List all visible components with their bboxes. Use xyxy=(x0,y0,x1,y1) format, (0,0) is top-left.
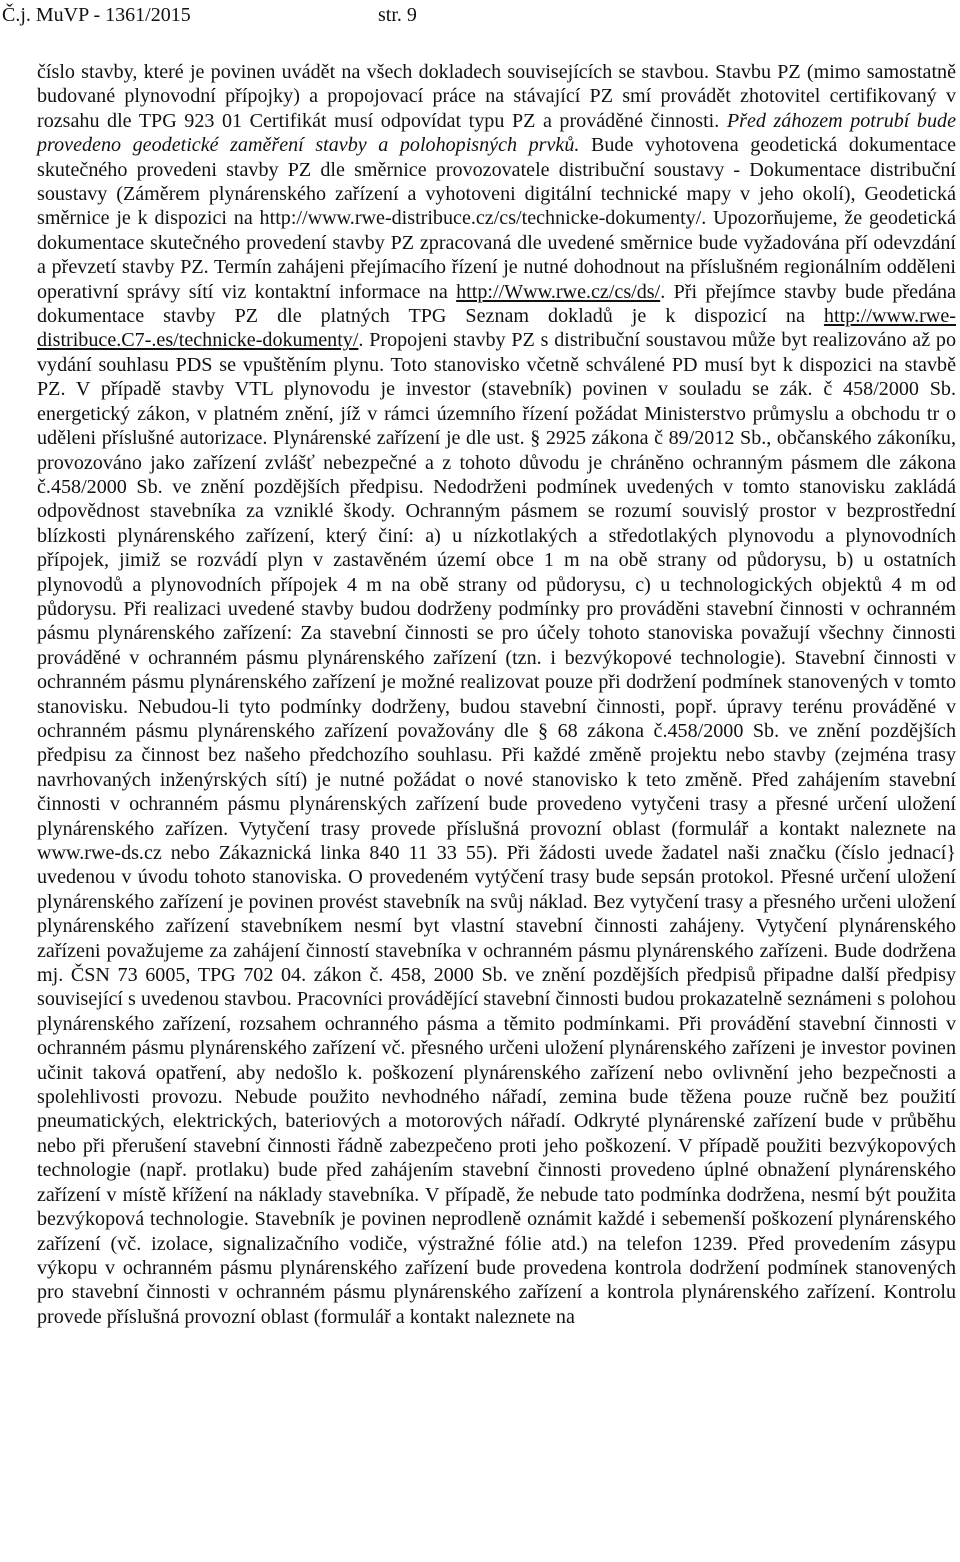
document-body xyxy=(37,60,956,1329)
ds-contact-link[interactable]: http://Www.rwe.cz/cs/ds/ xyxy=(456,280,661,303)
paragraph-text-3: . Při přejímce stavby bude předána dokumentace stavby PZ dle platných TPG Seznam dokladů je k dispozicí na xyxy=(37,280,956,328)
document-reference: Č.j. MuVP - 1361/2015 xyxy=(2,4,191,26)
paragraph-text-4: . Propojeni stavby PZ s distribuční soustavou může byt realizováno až po vydání souhlasu PDS se vpuštěním plynu. Toto stanovisko včetně schválené PD musí byt k dispozici na stavbě PZ. V případě stavby VTL plynovodu je investor (stavebník) povinen v souladu se zák. č 458/2000 Sb. energetický zákon, v platném znění, jíž v rámci územního řízení požádat Ministerstvo průmyslu a obchodu tr o uděleni příslušné autorizace. Plynárenské zařízení je dle ust. § 2925 zákona č 89/2012 Sb., občanského zákoníku, provozováno jako zařízení zvlášť nebezpečné a z tohoto důvodu je chráněno ochranným pásmem dle zákona č.458/2000 Sb. ve znění pozdějších předpisu. Nedodrženi podmínek uvedených v tomto stanovisku zakládá odpovědnost stavebníka za vzniklé škody. Ochranným pásmem se rozumí souvislý prostor v bezprostřední blízkosti plynárenského zařízení, který činí: a) u nízkotlakých a středotlakých plynovodu a plynovodních přípojek, jimiž se rozvádí plyn v zastavěném území obce 1 m na obě strany od půdorysu, b) u ostatních plynovodů a plynovodních přípojek 4 m na obě strany od půdorysu, c) u technologických objektů 4 m od půdorysu. Při realizaci uvedené stavby budou dodrženy podmínky pro prováděni stavební činnosti v ochranném pásmu plynárenského zařízení: Za stavební činnosti se pro účely tohoto stanoviska považují všechny činnosti prováděné v ochranném pásmu plynárenského zařízení (tzn. i bezvýkopové technologie). Stavební činnosti v ochranném pásmu plynárenského zařízení je možné realizovat pouze při dodržení podmínek stanovených v tomto stanovisku. Nebudou-li tyto podmínky dodrženy, budou stavební činnosti, popř. úpravy terénu prováděné v ochranném pásmu plynárenského zařízení považovány dle § 68 zákona č.458/2000 Sb. ve znění pozdějších předpisu za činnost bez našeho předchozího souhlasu. Při každé změně projektu nebo stavby (zejména trasy navrhovaných inženýrských sítí) je nutné požádat o nové stanovisko k teto změně. Před zahájením stavební činnosti v ochranném pásmu plynárenských zařízení bude provedeno vytyčeni trasy a přesné určení uložení plynárenského zařízen. Vytyčení trasy provede příslušná provozní oblast (formulář a kontakt naleznete na www.rwe-ds.cz nebo Zákaznická linka 840 11 33 55). Při žádosti uvede žadatel naši značku (číslo jednací} uvedenou v úvodu tohoto stanoviska. O provedeném vytýčení trasy bude sepsán protokol. Přesné určení uložení plynárenského zařízení je povinen provést stavebník na svůj náklad. Bez vytyčení trasy a přesného určeni uložení plynárenského zařízení stavebníkem nesmí byt vlastní stavební činnosti zahájeny. Vytyčení plynárenského zařízeni považujeme za zahájení činností stavebníka v ochranném pásmu plynárenského zařízeni. Bude dodržena mj. ČSN 73 6005, TPG 702 04. zákon č. 458, 2000 Sb. ve znění pozdějších předpisů připadne další předpisy související s uvedenou stavbou. Pracovníci provádějící stavební činnosti budou prokazatelně seznámeni s polohou plynárenského zařízení, rozsahem ochranného pásma a těmito podmínkami. Při provádění stavební činnosti v ochranném pásmu plynárenského zařízení vč. přesného určeni uložení plynárenského zařízeni je investor povinen učinit taková opatření, aby nedošlo k. poškození plynárenského zařízení nebo ovlivnění jeho bezpečnosti a spolehlivosti provozu. Nebude použito nevhodného nářadí, zemina bude těžena pouze ručně bez použití pneumatických, elektrických, bateriových a motorových nářadí. Odkryté plynárenské zařízení bude v průběhu nebo při přerušení stavební činnosti řádně zabezpečeno proti jeho poškození. V případě použiti bezvýkopových technologie (např. protlaku) bude před zahájením stavební činnosti provedeno úplné obnažení plynárenského zařízení v místě křížení na náklady stavebníka. V případě, že nebude tato podmínka dodržena, nesmí být použita bezvýkopová technologie. Stavebník je povinen neprodleně oznámit každé i sebemenší poškození plynárenského zařízení (vč. izolace, signalizačního vodiče, výstražné fólie atd.) na telefon 1239. Před provedením zásypu výkopu v ochranném pásmu plynárenského zařízení bude provedena kontrola dodržení podmínek stanovených pro stavební činnosti v ochranném pásmu plynárenského zařízení a kontrola plynárenského zařízení. Kontrolu provede příslušná provozní oblast (formulář a kontakt naleznete na xyxy=(37,329,956,1328)
page-number: str. 9 xyxy=(378,4,417,26)
paragraph-italic-note: Před záhozem potrubí bude provedeno geodetické zaměření stavby a polohopisných prvků. xyxy=(37,109,956,157)
body-paragraph xyxy=(37,60,956,1329)
paragraph-text-2: Bude vyhotovena geodetická dokumentace skutečného provedeni stavby PZ dle směrnice provozovatele distribuční soustavy - Dokumentace distribuční soustavy (Záměrem plynárenského zařízení a vyhotoveni digitální technické mapy v jeho okolí), Geodetická směrnice je k dispozici na http://www.rwe-distribuce.cz/cs/technicke-dokumenty/. Upozorňujeme, že geodetická dokumentace skutečného provedení stavby PZ zpracovaná dle uvedené směrnice bude vyžadována pří odevzdání a převzetí stavby PZ. Termín zahájeni přejímacího řízení je nutné dohodnout na příslušném regionálním odděleni operativní správy sítí viz kontaktní informace na xyxy=(37,134,956,303)
paragraph-text-1: číslo stavby, které je povinen uvádět na všech dokladech souvisejících se stavbou. Stavbu PZ (mimo samostatně budované plynovodní přípojky) a propojovací práce na stávající PZ smí provádět zhotovitel certifikovaný v rozsahu dle TPG 923 01 Certifikát musí odpovídat typu PZ a prováděné činnosti. xyxy=(37,61,956,132)
page-header xyxy=(0,4,960,28)
technical-documents-link[interactable]: http://www.rwe-distribuce.C7-.es/technicke-dokumenty/ xyxy=(37,305,956,352)
